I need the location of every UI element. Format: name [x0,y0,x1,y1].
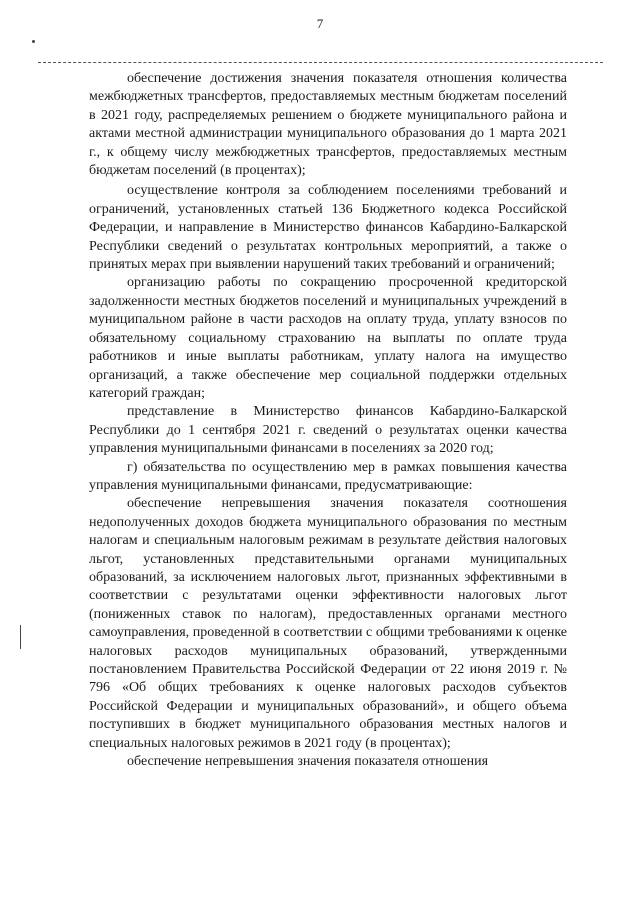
document-body [89,70,567,771]
paragraph: обеспечение непревышения значения показателя соотношения недополученных доходов бюджета муниципального образования по местным налогам и специальным налоговым режимам в результате действия налоговых льгот, установленных представительными органами муниципальных образований, за исключением налоговых льгот, признанных эффективными в соответствии с результатами оценки эффективности налоговых льгот (пониженных ставок по налогам), предоставленных органами местного самоуправления, проведенной в соответствии с общими требованиями к оценке налоговых расходов муниципальных образований, утвержденными постановлением Правительства Российской Федерации от 22 июня 2019 г. № 796 «Об общих требованиях к оценке налоговых расходов субъектов Российской Федерации и муниципальных образований», и общего объема поступивших в бюджет муниципального образования местных налогов и специальных налоговых режимов в 2021 году (в процентах); [89,496,567,751]
page-number: 7 [316,16,324,31]
paragraph: осуществление контроля за соблюдением поселениями требований и ограничений, установленных статьей 136 Бюджетного кодекса Российской Федерации, и направление в Министерство финансов Кабардино-Балкарской Республики сведений о результатах контрольных мероприятий, а также о принятых мерах при выявлении нарушений таких требований и ограничений; [89,183,567,273]
paragraph: обеспечение непревышения значения показателя отношения [127,754,489,770]
scan-mark [32,40,35,43]
paragraph: г) обязательства по осуществлению мер в рамках повышения качества управления муниципальными финансами, предусматривающие: [89,459,567,493]
scan-mark [20,625,21,649]
paragraph: организацию работы по сокращению просроченной кредиторской задолженности местных бюджетов поселений и муниципальных учреждений в муниципальном районе в части расходов на оплату труда, уплату взносов по обязательному социальному страхованию на выплаты по оплате труда работников и иные выплаты работникам, уплату налога на имущество организаций, а также обеспечение мер социальной поддержки отдельных категорий граждан; [89,275,567,401]
paragraph: обеспечение достижения значения показателя отношения количества межбюджетных трансфертов, предоставляемых местным бюджетам поселений в 2021 году, распределяемых решением о бюджете муниципального района и актами местной администрации муниципального образования до 1 марта 2021 г., к общему числу межбюджетных трансфертов, предоставляемых местным бюджетам поселений (в процентах); [89,71,567,179]
paragraph: представление в Министерство финансов Кабардино-Балкарской Республики до 1 сентября 2021 г. сведений о результатах оценки качества управления муниципальными финансами в поселениях за 2020 год; [89,404,567,457]
top-rule [38,62,603,63]
